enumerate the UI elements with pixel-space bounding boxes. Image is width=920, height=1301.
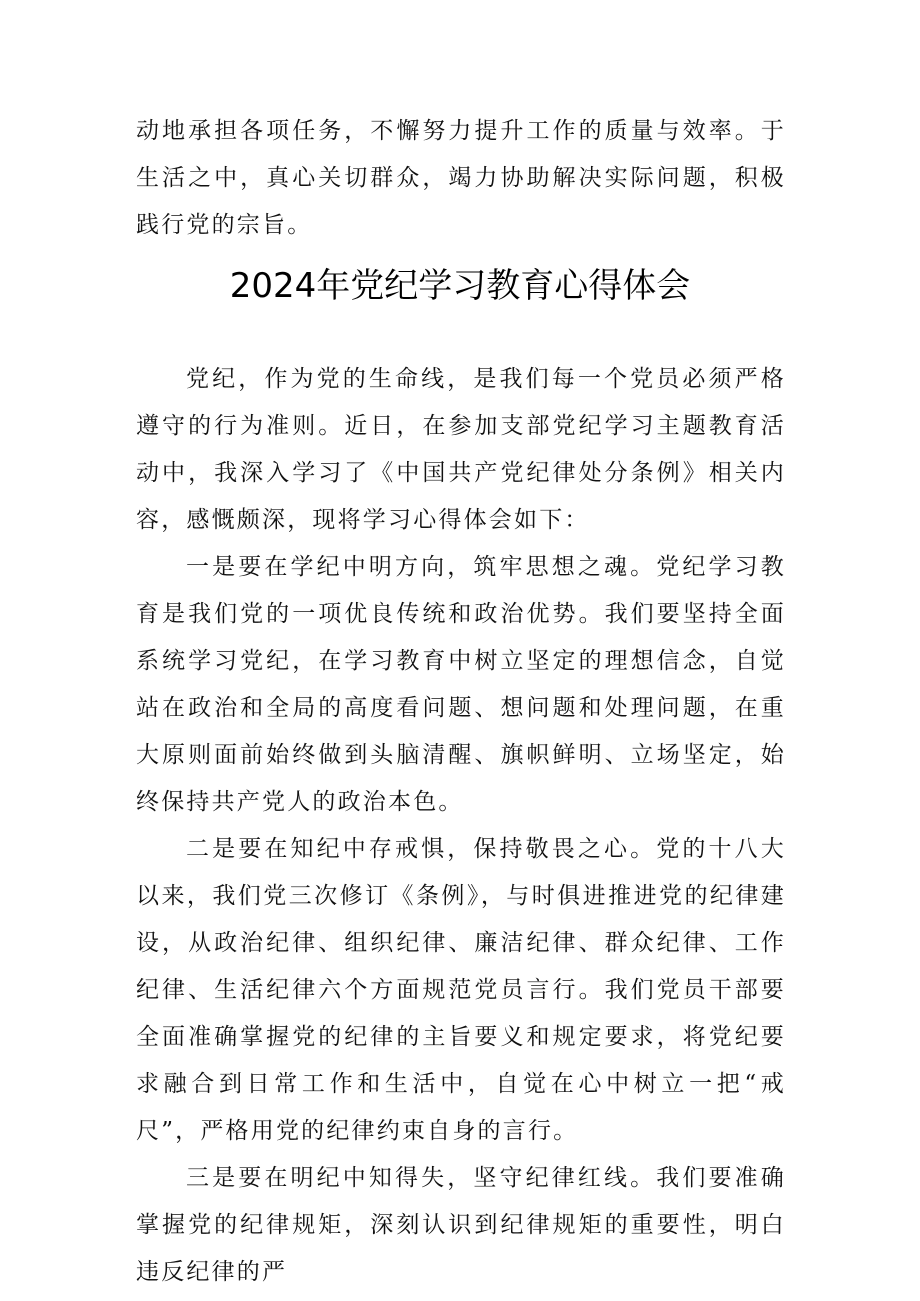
document-title: 2024年党纪学习教育心得体会 [229, 266, 691, 306]
intro-paragraph: 党纪，作为党的生命线，是我们每一个党员必须严格遵守的行为准则。近日，在参加支部党纪学习主题教育活动中，我深入学习了《中国共产党纪律处分条例》相关内容，感慨颇深，现将学习心得体会如下： [136, 366, 786, 533]
body-text-block [136, 356, 786, 1296]
continuation-text-block [136, 108, 786, 249]
point-one-paragraph: 一是要在学纪中明方向，筑牢思想之魂。党纪学习教育是我们党的一项优良传统和政治优势。我们要坚持全面系统学习党纪，在学习教育中树立坚定的理想信念，自觉站在政治和全局的高度看问题、想问题和处理问题，在重大原则面前始终做到头脑清醒、旗帜鲜明、立场坚定，始终保持共产党人的政治本色。 [136, 554, 786, 815]
point-three-paragraph: 三是要在明纪中知得失，坚守纪律红线。我们要准确掌握党的纪律规矩，深刻认识到纪律规矩的重要性，明白违反纪律的严 [136, 1165, 786, 1285]
point-two-paragraph: 二是要在知纪中存戒惧，保持敬畏之心。党的十八大以来，我们党三次修订《条例》，与时俱进推进党的纪律建设，从政治纪律、组织纪律、廉洁纪律、群众纪律、工作纪律、生活纪律六个方面规范党员言行。我们党员干部要全面准确掌握党的纪律的主旨要义和规定要求，将党纪要求融合到日常工作和生活中，自觉在心中树立一把“戒尺”，严格用党的纪律约束自身的言行。 [136, 836, 786, 1144]
continuation-paragraph: 动地承担各项任务，不懈努力提升工作的质量与效率。于生活之中，真心关切群众，竭力协助解决实际问题，积极践行党的宗旨。 [136, 118, 786, 238]
